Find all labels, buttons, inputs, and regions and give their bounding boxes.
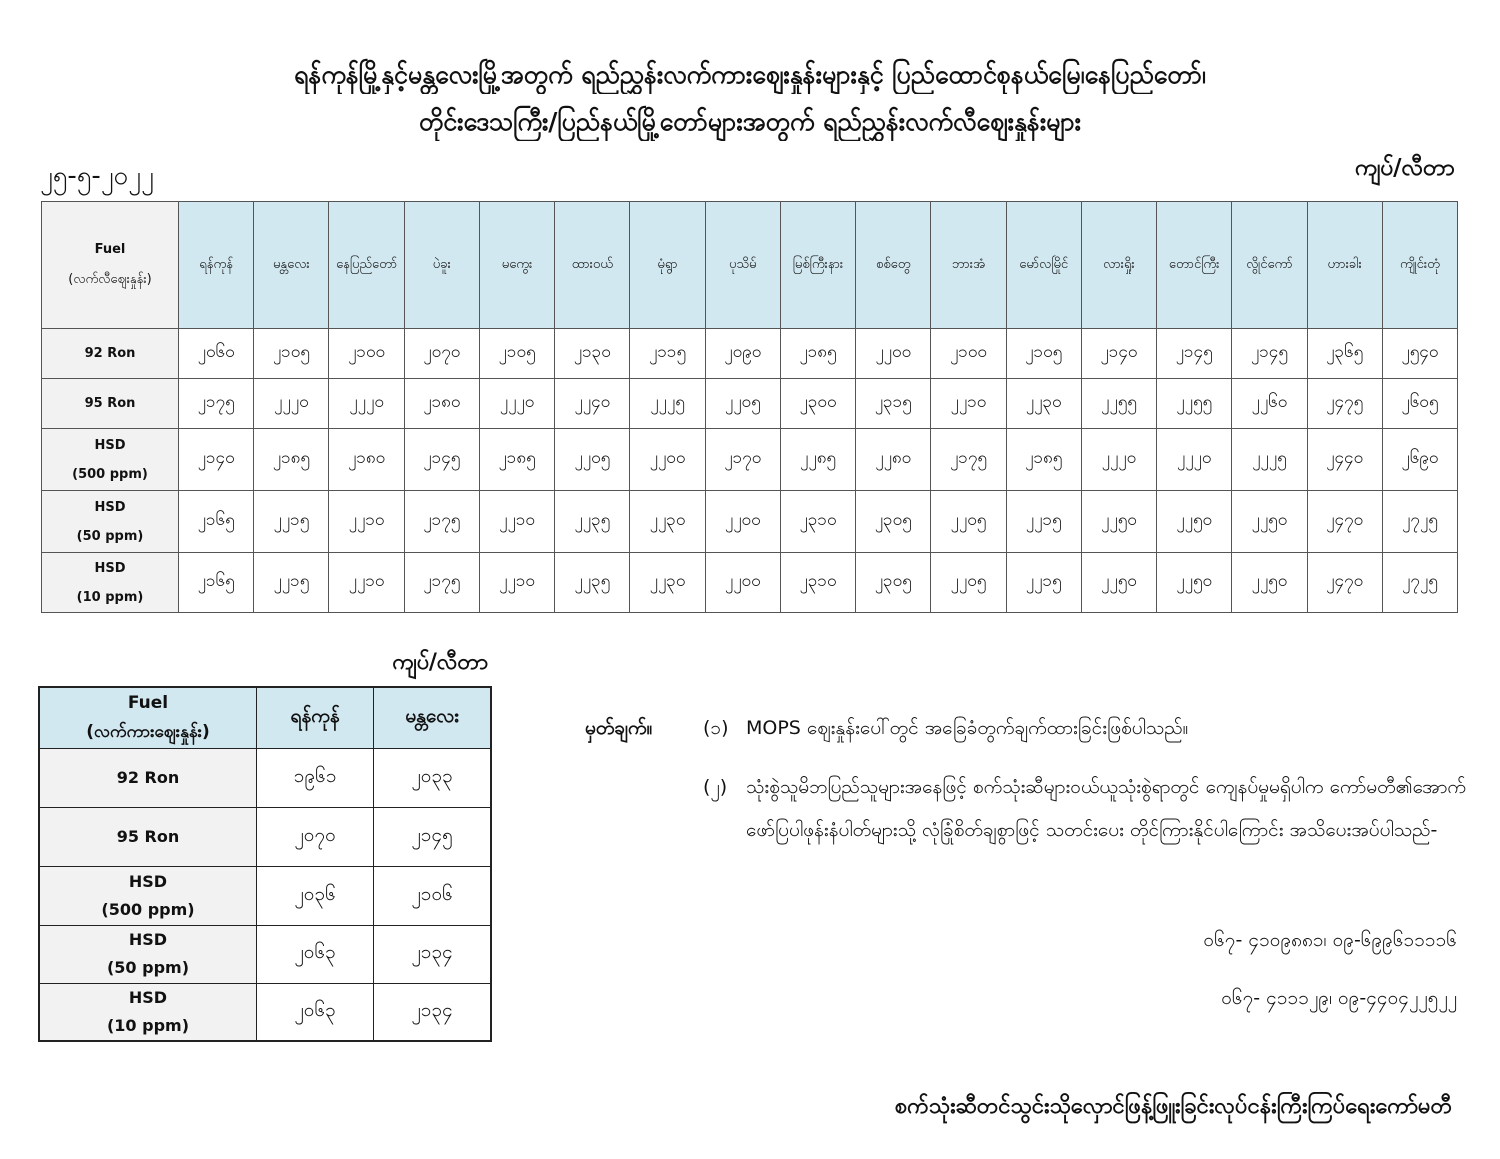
retail-price-cell: ၂၁၇၅ xyxy=(179,379,254,429)
complaint-phone-line-1: ၀၆၇- ၄၁၀၉၈၈၁၊ ၀၉-၆၉၉၆၁၁၁၁၆ xyxy=(1203,929,1457,951)
wholesale-fuel-header-subtitle: (လက်ကားဈေးနှုန်း) xyxy=(86,721,210,742)
retail-price-cell: ၂၁၈၀ xyxy=(404,379,479,429)
retail-price-cell: ၂၄၇၀ xyxy=(1307,553,1382,613)
retail-table-header xyxy=(42,202,1458,329)
retail-price-cell: ၂၁၀၅ xyxy=(254,329,329,379)
issuing-committee: စက်သုံးဆီတင်သွင်းသိုလှောင်ဖြန့်ဖြူးခြင်းလုပ်ငန်းကြီးကြပ်ရေးကော်မတီ xyxy=(894,1094,1452,1119)
wholesale-price-cell: ၂၁၃၄ xyxy=(374,925,491,983)
retail-price-cell: ၂၂၄၀ xyxy=(555,379,630,429)
wholesale-price-row xyxy=(39,983,491,1041)
retail-price-cell: ၂၂၅၀ xyxy=(1081,491,1156,553)
retail-price-cell: ၂၂၅၅ xyxy=(1081,379,1156,429)
retail-price-cell: ၂၂၂၀ xyxy=(254,379,329,429)
retail-price-cell: ၂၂၀၅ xyxy=(931,553,1006,613)
retail-price-cell: ၂၁၇၀ xyxy=(705,429,780,491)
retail-city-header: တောင်ကြီး xyxy=(1157,202,1232,329)
retail-price-cell: ၂၁၈၅ xyxy=(1006,429,1081,491)
retail-price-unit: ကျပ်/လီတာ xyxy=(1354,155,1455,181)
wholesale-fuel-name: 92 Ron xyxy=(116,767,180,787)
wholesale-fuel-label xyxy=(39,748,257,807)
retail-price-cell: ၂၁၁၅ xyxy=(630,329,705,379)
document-title-line-1: ရန်ကုန်မြို့နှင့်မန္တလေးမြို့အတွက် ရည်ညွှန်းလက်ကားဈေးနှုန်းများနှင့် ပြည်ထောင်စုနယ်မြေ၊နေပြည်တော်၊ xyxy=(294,60,1206,89)
retail-price-cell: ၂၂၂၀ xyxy=(1081,429,1156,491)
retail-price-cell: ၂၂၂၀ xyxy=(479,379,554,429)
retail-price-row xyxy=(42,379,1458,429)
retail-city-header: မုံရွာ xyxy=(630,202,705,329)
wholesale-price-cell: ၂၁၄၅ xyxy=(374,807,491,866)
wholesale-fuel-name: HSD xyxy=(128,871,168,891)
retail-price-cell: ၂၂၁၀ xyxy=(931,379,1006,429)
retail-price-cell: ၂၃၀၅ xyxy=(856,553,931,613)
retail-city-header: လားရှိုး xyxy=(1081,202,1156,329)
retail-price-cell: ၂၂၆၀ xyxy=(1232,379,1307,429)
retail-price-cell: ၂၂၃၅ xyxy=(555,491,630,553)
retail-fuel-header-title: Fuel xyxy=(94,242,126,257)
note-2-number: (၂) xyxy=(703,776,728,798)
retail-price-cell: ၂၁၀၅ xyxy=(1006,329,1081,379)
wholesale-fuel-name: 95 Ron xyxy=(116,826,180,846)
wholesale-price-row xyxy=(39,866,491,925)
retail-price-cell: ၂၁၈၅ xyxy=(780,329,855,379)
retail-price-cell: ၂၂၀၅ xyxy=(931,491,1006,553)
retail-price-cell: ၂၇၂၅ xyxy=(1382,491,1457,553)
retail-price-cell: ၂၃၀၅ xyxy=(856,491,931,553)
retail-price-cell: ၂၇၂၅ xyxy=(1382,553,1457,613)
retail-price-cell: ၂၃၁၀ xyxy=(780,491,855,553)
retail-price-cell: ၂၁၀၀ xyxy=(931,329,1006,379)
retail-price-cell: ၂၁၈၅ xyxy=(254,429,329,491)
wholesale-fuel-label xyxy=(39,983,257,1041)
retail-city-header: မော်လမြိုင် xyxy=(1006,202,1081,329)
retail-fuel-header-subtitle: (လက်လီဈေးနှုန်း) xyxy=(68,272,152,287)
retail-price-row xyxy=(42,429,1458,491)
retail-table-body xyxy=(42,329,1458,613)
note-2-text: သုံးစွဲသူမိဘပြည်သူများအနေဖြင့် စက်သုံးဆီများဝယ်ယူသုံးစွဲရာတွင် ကျေနပ်မှုမရှိပါက ကော်မတီ၏အောက်ဖော်ပြပါဖုန်းနံပါတ်များသို့ လုံခြုံစိတ်ချစွာဖြင့် သတင်းပေး တိုင်ကြားနိုင်ပါကြောင်း အသိပေးအပ်ပါသည်- xyxy=(746,776,1466,841)
retail-city-header: ပဲခူး xyxy=(404,202,479,329)
retail-fuel-spec: (500 ppm) xyxy=(72,466,148,482)
wholesale-price-cell: ၂၀၃၃ xyxy=(374,748,491,807)
retail-price-cell: ၂၂၀၀ xyxy=(630,429,705,491)
retail-city-header: ရန်ကုန် xyxy=(179,202,254,329)
wholesale-city-header: မန္တလေး xyxy=(374,687,491,748)
document-title-line-2: တိုင်းဒေသကြီး/ပြည်နယ်မြို့တော်များအတွက် ရည်ညွှန်းလက်လီဈေးနှုန်းများ xyxy=(418,107,1082,136)
retail-price-cell: ၂၂၂၅ xyxy=(1232,429,1307,491)
retail-price-cell: ၂၁၆၅ xyxy=(179,491,254,553)
retail-price-cell: ၂၂၃၅ xyxy=(555,553,630,613)
retail-city-header: ကျိုင်းတုံ xyxy=(1382,202,1457,329)
wholesale-table-header xyxy=(39,687,491,748)
retail-price-cell: ၂၂၅၀ xyxy=(1157,553,1232,613)
retail-price-cell: ၂၄၇၀ xyxy=(1307,491,1382,553)
retail-price-cell: ၂၁၈၀ xyxy=(329,429,404,491)
retail-price-cell: ၂၂၀၀ xyxy=(856,329,931,379)
retail-fuel-label xyxy=(42,329,179,379)
retail-price-cell: ၂၂၁၅ xyxy=(254,553,329,613)
retail-fuel-label xyxy=(42,553,179,613)
wholesale-fuel-label xyxy=(39,925,257,983)
notes-label: မှတ်ချက်။ xyxy=(585,717,653,739)
retail-price-cell: ၂၂၂၀ xyxy=(1157,429,1232,491)
wholesale-fuel-header xyxy=(39,687,257,748)
document-date: ၂၅-၅-၂၀၂၂ xyxy=(40,161,154,191)
retail-price-cell: ၂၂၁၅ xyxy=(1006,491,1081,553)
retail-price-cell: ၂၄၇၅ xyxy=(1307,379,1382,429)
retail-fuel-label xyxy=(42,429,179,491)
retail-city-header: မကွေး xyxy=(479,202,554,329)
retail-price-cell: ၂၂၀၀ xyxy=(705,491,780,553)
wholesale-price-table xyxy=(38,686,492,1042)
retail-price-cell: ၂၁၇၅ xyxy=(404,491,479,553)
retail-price-row xyxy=(42,491,1458,553)
retail-price-cell: ၂၀၆၀ xyxy=(179,329,254,379)
retail-price-cell: ၂၂၀၀ xyxy=(705,553,780,613)
wholesale-price-cell: ၂၀၇၀ xyxy=(257,807,374,866)
retail-price-cell: ၂၂၈၀ xyxy=(856,429,931,491)
retail-price-cell: ၂၄၄၀ xyxy=(1307,429,1382,491)
retail-price-cell: ၂၃၀၀ xyxy=(780,379,855,429)
retail-price-cell: ၂၂၀၅ xyxy=(555,429,630,491)
retail-price-cell: ၂၆၉၀ xyxy=(1382,429,1457,491)
retail-fuel-name: 95 Ron xyxy=(84,396,136,411)
wholesale-price-cell: ၂၁၃၄ xyxy=(374,983,491,1041)
retail-city-header: လွိုင်ကော် xyxy=(1232,202,1307,329)
wholesale-city-header: ရန်ကုန် xyxy=(257,687,374,748)
retail-price-cell: ၂၂၃၀ xyxy=(630,491,705,553)
retail-price-cell: ၂၁၃၀ xyxy=(555,329,630,379)
wholesale-fuel-label xyxy=(39,807,257,866)
wholesale-price-cell: ၂၀၃၆ xyxy=(257,866,374,925)
wholesale-price-cell: ၂၀၆၃ xyxy=(257,925,374,983)
wholesale-price-cell: ၂၀၆၃ xyxy=(257,983,374,1041)
wholesale-fuel-spec: (50 ppm) xyxy=(106,958,190,977)
retail-price-cell: ၂၁၄၅ xyxy=(404,429,479,491)
retail-fuel-spec: (50 ppm) xyxy=(76,528,144,544)
retail-fuel-label xyxy=(42,491,179,553)
wholesale-fuel-label xyxy=(39,866,257,925)
retail-price-cell: ၂၅၄၀ xyxy=(1382,329,1457,379)
retail-fuel-name: HSD xyxy=(94,560,126,576)
retail-city-header: ဘားအံ xyxy=(931,202,1006,329)
retail-price-cell: ၂၁၀၀ xyxy=(329,329,404,379)
retail-city-header: မန္တလေး xyxy=(254,202,329,329)
wholesale-price-row xyxy=(39,807,491,866)
retail-price-cell: ၂၂၁၀ xyxy=(479,553,554,613)
retail-price-cell: ၂၀၇၀ xyxy=(404,329,479,379)
retail-price-cell: ၂၂၂၀ xyxy=(329,379,404,429)
retail-fuel-name: HSD xyxy=(94,499,126,515)
retail-price-cell: ၂၂၃၀ xyxy=(630,553,705,613)
retail-price-cell: ၂၁၇၅ xyxy=(404,553,479,613)
retail-fuel-label xyxy=(42,379,179,429)
retail-city-header: ဟားခါး xyxy=(1307,202,1382,329)
retail-price-cell: ၂၁၄၅ xyxy=(1232,329,1307,379)
note-1-number: (၁) xyxy=(703,717,729,739)
retail-price-cell: ၂၀၉၀ xyxy=(705,329,780,379)
wholesale-price-row xyxy=(39,925,491,983)
retail-price-table xyxy=(41,201,1458,613)
retail-price-cell: ၂၂၁၀ xyxy=(479,491,554,553)
wholesale-fuel-spec: (500 ppm) xyxy=(101,899,195,919)
retail-price-cell: ၂၁၄၀ xyxy=(179,429,254,491)
retail-price-row xyxy=(42,553,1458,613)
retail-city-header: နေပြည်တော် xyxy=(329,202,404,329)
complaint-phone-line-2: ၀၆၇- ၄၁၁၁၂၉၊ ၀၉-၄၄၀၄၂၂၅၂၂ xyxy=(1221,987,1457,1009)
retail-city-header: ထားဝယ် xyxy=(555,202,630,329)
note-1-text: MOPS ဈေးနှုန်းပေါ်တွင် အခြေခံတွက်ချက်ထားခြင်းဖြစ်ပါသည်။ xyxy=(746,717,1189,739)
retail-price-cell: ၂၁၇၅ xyxy=(931,429,1006,491)
wholesale-price-cell: ၁၉၆၁ xyxy=(257,748,374,807)
retail-price-cell: ၂၂၁၀ xyxy=(329,553,404,613)
retail-price-cell: ၂၂၅၀ xyxy=(1232,491,1307,553)
retail-header-row xyxy=(42,202,1458,329)
retail-price-cell: ၂၂၅၅ xyxy=(1157,379,1232,429)
retail-fuel-header xyxy=(42,202,179,329)
wholesale-fuel-spec: (10 ppm) xyxy=(106,1015,190,1035)
wholesale-price-unit: ကျပ်/လီတာ xyxy=(392,650,488,675)
retail-price-cell: ၂၂၁၀ xyxy=(329,491,404,553)
retail-price-cell: ၂၂၁၅ xyxy=(254,491,329,553)
retail-price-cell: ၂၃၁၀ xyxy=(780,553,855,613)
wholesale-price-cell: ၂၁၀၆ xyxy=(374,866,491,925)
retail-price-cell: ၂၂၈၅ xyxy=(780,429,855,491)
retail-price-cell: ၂၁၄၀ xyxy=(1081,329,1156,379)
retail-price-cell: ၂၂၁၅ xyxy=(1006,553,1081,613)
retail-price-cell: ၂၁၀၅ xyxy=(479,329,554,379)
retail-price-cell: ၂၂၅၀ xyxy=(1081,553,1156,613)
retail-city-header: မြစ်ကြီးနား xyxy=(780,202,855,329)
retail-price-cell: ၂၁၈၅ xyxy=(479,429,554,491)
retail-fuel-spec: (10 ppm) xyxy=(76,589,144,605)
wholesale-header-row xyxy=(39,687,491,748)
wholesale-price-row xyxy=(39,748,491,807)
retail-price-cell: ၂၂၅၀ xyxy=(1232,553,1307,613)
retail-city-header: စစ်တွေ xyxy=(856,202,931,329)
wholesale-fuel-header-title: Fuel xyxy=(127,692,169,713)
retail-price-cell: ၂၂၃၀ xyxy=(1006,379,1081,429)
retail-price-row xyxy=(42,329,1458,379)
retail-price-cell: ၂၂၅၀ xyxy=(1157,491,1232,553)
retail-fuel-name: 92 Ron xyxy=(84,346,136,361)
wholesale-fuel-name: HSD xyxy=(128,987,168,1007)
retail-price-cell: ၂၃၁၅ xyxy=(856,379,931,429)
retail-fuel-name: HSD xyxy=(94,437,126,453)
retail-price-cell: ၂၃၆၅ xyxy=(1307,329,1382,379)
retail-price-cell: ၂၂၀၅ xyxy=(705,379,780,429)
retail-price-cell: ၂၂၂၅ xyxy=(630,379,705,429)
wholesale-table-body xyxy=(39,748,491,1041)
retail-price-cell: ၂၁၄၅ xyxy=(1157,329,1232,379)
retail-price-cell: ၂၆၀၅ xyxy=(1382,379,1457,429)
wholesale-fuel-name: HSD xyxy=(128,930,168,949)
retail-city-header: ပုသိမ် xyxy=(705,202,780,329)
retail-price-cell: ၂၁၆၅ xyxy=(179,553,254,613)
